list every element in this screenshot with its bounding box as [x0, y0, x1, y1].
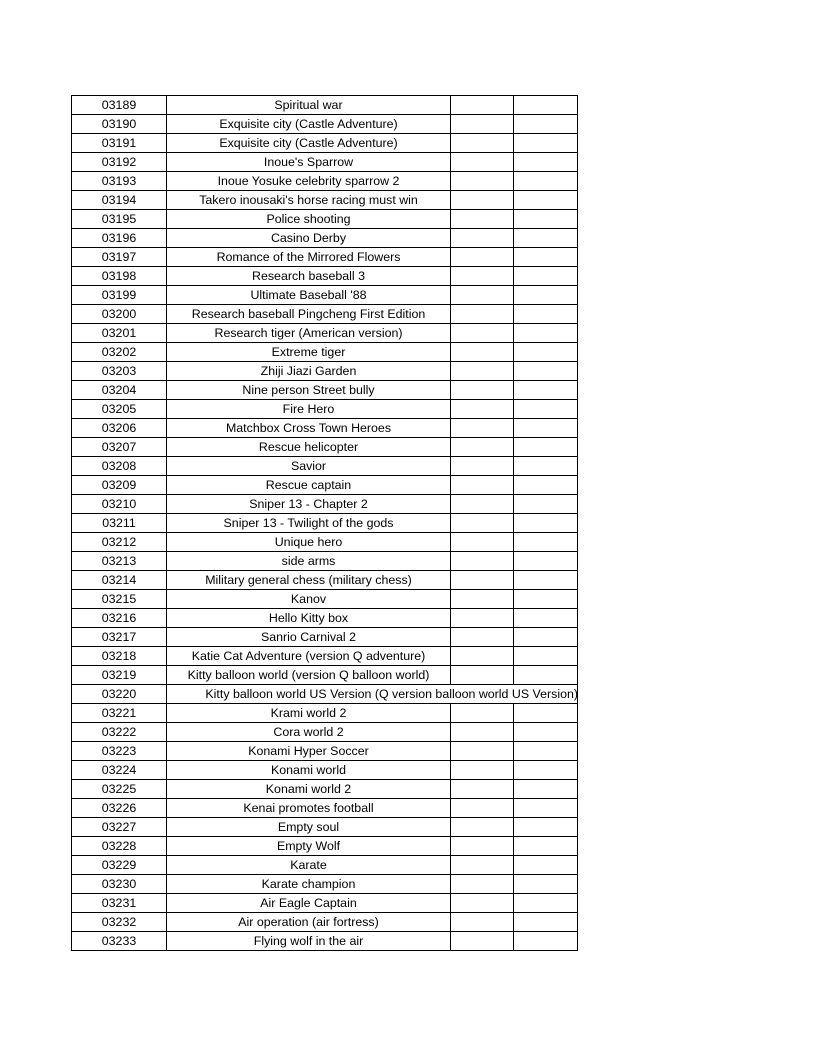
empty-cell[interactable]	[451, 837, 514, 856]
empty-cell[interactable]	[514, 286, 578, 305]
table-row	[72, 343, 578, 362]
table-row	[72, 115, 578, 134]
table-row	[72, 457, 578, 476]
id-cell[interactable]: 03202	[72, 343, 167, 362]
id-cell[interactable]: 03205	[72, 400, 167, 419]
empty-cell[interactable]	[514, 267, 578, 286]
name-cell[interactable]: Rescue helicopter	[167, 438, 451, 457]
table-row	[72, 286, 578, 305]
name-cell[interactable]: Flying wolf in the air	[167, 932, 451, 951]
table-row	[72, 476, 578, 495]
empty-cell[interactable]	[451, 96, 514, 115]
id-cell[interactable]: 03207	[72, 438, 167, 457]
empty-cell[interactable]	[451, 723, 514, 742]
empty-cell[interactable]	[451, 647, 514, 666]
empty-cell[interactable]	[514, 628, 578, 647]
table-row	[72, 875, 578, 894]
name-cell[interactable]: Inoue Yosuke celebrity sparrow 2	[167, 172, 451, 191]
empty-cell[interactable]	[451, 533, 514, 552]
name-cell[interactable]: Sanrio Carnival 2	[167, 628, 451, 647]
name-cell[interactable]: Inoue's Sparrow	[167, 153, 451, 172]
empty-cell[interactable]	[451, 799, 514, 818]
empty-cell[interactable]	[451, 400, 514, 419]
name-cell[interactable]: Sniper 13 - Twilight of the gods	[167, 514, 451, 533]
table-row	[72, 552, 578, 571]
empty-cell[interactable]	[451, 932, 514, 951]
table-row	[72, 571, 578, 590]
id-cell[interactable]: 03226	[72, 799, 167, 818]
empty-cell[interactable]	[451, 590, 514, 609]
empty-cell[interactable]	[451, 495, 514, 514]
table-row	[72, 419, 578, 438]
id-cell[interactable]: 03232	[72, 913, 167, 932]
empty-cell[interactable]	[514, 419, 578, 438]
id-cell[interactable]: 03216	[72, 609, 167, 628]
table-row	[72, 647, 578, 666]
empty-cell[interactable]	[451, 134, 514, 153]
id-cell[interactable]: 03203	[72, 362, 167, 381]
id-cell[interactable]: 03197	[72, 248, 167, 267]
name-cell[interactable]: Katie Cat Adventure (version Q adventure)	[167, 647, 451, 666]
table-row	[72, 837, 578, 856]
id-cell[interactable]: 03213	[72, 552, 167, 571]
empty-cell[interactable]	[514, 172, 578, 191]
table-row	[72, 685, 578, 704]
empty-cell[interactable]	[514, 381, 578, 400]
empty-cell[interactable]	[514, 438, 578, 457]
name-cell[interactable]: Research baseball 3	[167, 267, 451, 286]
table-row	[72, 799, 578, 818]
empty-cell[interactable]	[451, 894, 514, 913]
name-cell[interactable]: Military general chess (military chess)	[167, 571, 451, 590]
empty-cell[interactable]	[514, 571, 578, 590]
empty-cell[interactable]	[514, 96, 578, 115]
empty-cell[interactable]	[451, 229, 514, 248]
empty-cell[interactable]	[451, 305, 514, 324]
table-row	[72, 362, 578, 381]
empty-cell[interactable]	[451, 267, 514, 286]
name-cell[interactable]: Cora world 2	[167, 723, 451, 742]
name-cell[interactable]: Police shooting	[167, 210, 451, 229]
table-row	[72, 210, 578, 229]
name-cell[interactable]: Kitty balloon world (version Q balloon world)	[167, 666, 451, 685]
table-row	[72, 723, 578, 742]
empty-cell[interactable]	[514, 305, 578, 324]
empty-cell[interactable]	[514, 400, 578, 419]
id-cell[interactable]: 03212	[72, 533, 167, 552]
empty-cell[interactable]	[451, 172, 514, 191]
game-list-table	[71, 95, 578, 951]
id-cell[interactable]: 03190	[72, 115, 167, 134]
id-cell[interactable]: 03220	[72, 685, 167, 704]
name-cell[interactable]: Hello Kitty box	[167, 609, 451, 628]
id-cell[interactable]: 03191	[72, 134, 167, 153]
table-row	[72, 495, 578, 514]
empty-cell[interactable]	[514, 191, 578, 210]
id-cell[interactable]: 03210	[72, 495, 167, 514]
empty-cell[interactable]	[451, 324, 514, 343]
name-cell[interactable]: Zhiji Jiazi Garden	[167, 362, 451, 381]
id-cell[interactable]: 03195	[72, 210, 167, 229]
id-cell[interactable]: 03224	[72, 761, 167, 780]
empty-cell[interactable]	[451, 362, 514, 381]
empty-cell[interactable]	[514, 704, 578, 723]
empty-cell[interactable]	[451, 571, 514, 590]
name-cell[interactable]: Casino Derby	[167, 229, 451, 248]
table-row	[72, 514, 578, 533]
name-cell[interactable]: Sniper 13 - Chapter 2	[167, 495, 451, 514]
empty-cell[interactable]	[514, 495, 578, 514]
empty-cell[interactable]	[514, 153, 578, 172]
id-cell[interactable]: 03218	[72, 647, 167, 666]
empty-cell[interactable]	[451, 438, 514, 457]
table-row	[72, 324, 578, 343]
id-cell[interactable]: 03200	[72, 305, 167, 324]
empty-cell[interactable]	[514, 533, 578, 552]
empty-cell[interactable]	[514, 723, 578, 742]
empty-cell[interactable]	[451, 742, 514, 761]
name-cell[interactable]: Krami world 2	[167, 704, 451, 723]
table-body	[72, 96, 578, 951]
name-cell[interactable]: Nine person Street bully	[167, 381, 451, 400]
empty-cell[interactable]	[451, 704, 514, 723]
id-cell[interactable]: 03196	[72, 229, 167, 248]
name-cell[interactable]: Empty Wolf	[167, 837, 451, 856]
empty-cell[interactable]	[514, 761, 578, 780]
id-cell[interactable]: 03215	[72, 590, 167, 609]
table-row	[72, 590, 578, 609]
empty-cell[interactable]	[451, 761, 514, 780]
empty-cell[interactable]	[514, 913, 578, 932]
name-cell[interactable]: Spiritual war	[167, 96, 451, 115]
table-row	[72, 134, 578, 153]
empty-cell[interactable]	[451, 248, 514, 267]
id-cell[interactable]: 03217	[72, 628, 167, 647]
name-cell[interactable]: Takero inousaki's horse racing must win	[167, 191, 451, 210]
table-row	[72, 856, 578, 875]
name-cell[interactable]: Unique hero	[167, 533, 451, 552]
name-cell[interactable]: Research tiger (American version)	[167, 324, 451, 343]
name-cell[interactable]: Rescue captain	[167, 476, 451, 495]
id-cell[interactable]: 03233	[72, 932, 167, 951]
empty-cell[interactable]	[514, 343, 578, 362]
id-cell[interactable]: 03214	[72, 571, 167, 590]
empty-cell[interactable]	[514, 590, 578, 609]
id-cell[interactable]: 03206	[72, 419, 167, 438]
empty-cell[interactable]	[514, 932, 578, 951]
table-row	[72, 191, 578, 210]
id-cell[interactable]: 03222	[72, 723, 167, 742]
empty-cell[interactable]	[514, 818, 578, 837]
empty-cell[interactable]	[451, 875, 514, 894]
empty-cell[interactable]	[451, 115, 514, 134]
table-row	[72, 704, 578, 723]
empty-cell[interactable]	[451, 153, 514, 172]
id-cell[interactable]: 03209	[72, 476, 167, 495]
table-row	[72, 267, 578, 286]
empty-cell[interactable]	[451, 514, 514, 533]
empty-cell[interactable]	[514, 248, 578, 267]
empty-cell[interactable]	[514, 780, 578, 799]
table-row	[72, 229, 578, 248]
name-cell[interactable]: Savior	[167, 457, 451, 476]
name-cell[interactable]: Air operation (air fortress)	[167, 913, 451, 932]
name-cell[interactable]: Matchbox Cross Town Heroes	[167, 419, 451, 438]
name-cell[interactable]: Konami world	[167, 761, 451, 780]
table-row	[72, 666, 578, 685]
id-cell[interactable]: 03194	[72, 191, 167, 210]
table-row	[72, 248, 578, 267]
id-cell[interactable]: 03198	[72, 267, 167, 286]
table-row	[72, 609, 578, 628]
name-cell[interactable]: side arms	[167, 552, 451, 571]
spreadsheet-page	[71, 95, 577, 951]
name-cell[interactable]: Air Eagle Captain	[167, 894, 451, 913]
table-row	[72, 628, 578, 647]
empty-cell[interactable]	[514, 647, 578, 666]
empty-cell[interactable]	[451, 609, 514, 628]
empty-cell[interactable]	[451, 552, 514, 571]
empty-cell[interactable]	[514, 875, 578, 894]
id-cell[interactable]: 03204	[72, 381, 167, 400]
empty-cell[interactable]	[514, 514, 578, 533]
table-row	[72, 305, 578, 324]
table-row	[72, 932, 578, 951]
name-cell[interactable]: Research baseball Pingcheng First Edition	[167, 305, 451, 324]
id-cell[interactable]: 03211	[72, 514, 167, 533]
id-cell[interactable]: 03192	[72, 153, 167, 172]
table-row	[72, 153, 578, 172]
empty-cell[interactable]	[451, 381, 514, 400]
empty-cell[interactable]	[514, 457, 578, 476]
empty-cell[interactable]	[514, 552, 578, 571]
empty-cell[interactable]	[514, 666, 578, 685]
empty-cell[interactable]	[514, 362, 578, 381]
id-cell[interactable]: 03189	[72, 96, 167, 115]
empty-cell[interactable]	[451, 343, 514, 362]
name-cell[interactable]: Kenai promotes football	[167, 799, 451, 818]
empty-cell[interactable]	[514, 324, 578, 343]
empty-cell[interactable]	[451, 818, 514, 837]
empty-cell[interactable]	[514, 609, 578, 628]
name-cell[interactable]	[167, 685, 578, 704]
table-row	[72, 533, 578, 552]
empty-cell[interactable]	[514, 476, 578, 495]
table-row	[72, 438, 578, 457]
name-cell[interactable]: Konami world 2	[167, 780, 451, 799]
empty-cell[interactable]	[451, 286, 514, 305]
empty-cell[interactable]	[514, 229, 578, 248]
empty-cell[interactable]	[451, 457, 514, 476]
id-cell[interactable]: 03221	[72, 704, 167, 723]
table-row	[72, 818, 578, 837]
empty-cell[interactable]	[514, 856, 578, 875]
name-overflow-wrapper	[167, 685, 578, 703]
empty-cell[interactable]	[451, 210, 514, 229]
table-row	[72, 96, 578, 115]
empty-cell[interactable]	[514, 894, 578, 913]
name-cell[interactable]: Konami Hyper Soccer	[167, 742, 451, 761]
table-row	[72, 400, 578, 419]
id-cell[interactable]: 03230	[72, 875, 167, 894]
name-cell[interactable]: Karate champion	[167, 875, 451, 894]
table-row	[72, 742, 578, 761]
empty-cell[interactable]	[514, 837, 578, 856]
id-cell[interactable]: 03228	[72, 837, 167, 856]
empty-cell[interactable]	[451, 780, 514, 799]
id-cell[interactable]: 03201	[72, 324, 167, 343]
name-cell[interactable]: Karate	[167, 856, 451, 875]
name-cell[interactable]: Kanov	[167, 590, 451, 609]
table-row	[72, 913, 578, 932]
empty-cell[interactable]	[514, 799, 578, 818]
empty-cell[interactable]	[451, 628, 514, 647]
table-row	[72, 894, 578, 913]
id-cell[interactable]: 03225	[72, 780, 167, 799]
name-cell[interactable]: Exquisite city (Castle Adventure)	[167, 115, 451, 134]
name-cell[interactable]: Exquisite city (Castle Adventure)	[167, 134, 451, 153]
id-cell[interactable]: 03231	[72, 894, 167, 913]
empty-cell[interactable]	[451, 856, 514, 875]
table-row	[72, 761, 578, 780]
empty-cell[interactable]	[514, 210, 578, 229]
id-cell[interactable]: 03229	[72, 856, 167, 875]
name-cell[interactable]: Extreme tiger	[167, 343, 451, 362]
name-cell[interactable]: Romance of the Mirrored Flowers	[167, 248, 451, 267]
empty-cell[interactable]	[451, 419, 514, 438]
id-cell[interactable]: 03193	[72, 172, 167, 191]
id-cell[interactable]: 03223	[72, 742, 167, 761]
name-cell[interactable]: Fire Hero	[167, 400, 451, 419]
empty-cell[interactable]	[451, 913, 514, 932]
name-cell[interactable]: Empty soul	[167, 818, 451, 837]
empty-cell[interactable]	[514, 742, 578, 761]
table-row	[72, 780, 578, 799]
empty-cell[interactable]	[451, 476, 514, 495]
table-row	[72, 381, 578, 400]
name-cell[interactable]: Ultimate Baseball '88	[167, 286, 451, 305]
empty-cell[interactable]	[451, 191, 514, 210]
id-cell[interactable]: 03219	[72, 666, 167, 685]
table-row	[72, 172, 578, 191]
name-text: Kitty balloon world US Version (Q version balloon world US Version)	[205, 687, 578, 701]
id-cell[interactable]: 03208	[72, 457, 167, 476]
empty-cell[interactable]	[514, 134, 578, 153]
id-cell[interactable]: 03199	[72, 286, 167, 305]
empty-cell[interactable]	[514, 115, 578, 134]
id-cell[interactable]: 03227	[72, 818, 167, 837]
empty-cell[interactable]	[451, 666, 514, 685]
